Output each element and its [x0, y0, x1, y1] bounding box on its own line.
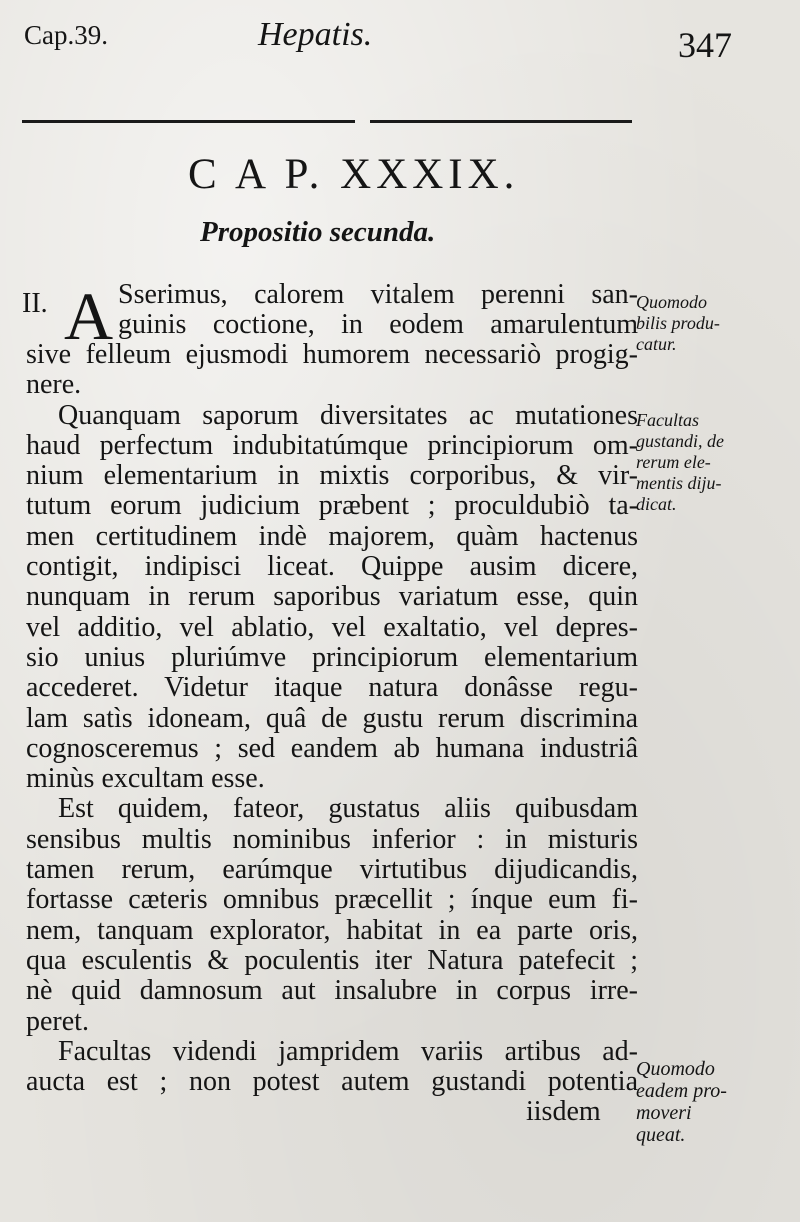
text-line: cognosceremus ; sed eandem ab humana industriâ — [26, 733, 638, 764]
drop-cap: A — [64, 278, 114, 354]
text-line: haud perfectum indubitatúmque principiorum om- — [26, 430, 638, 461]
chapter-reference: Cap.39. — [24, 20, 108, 50]
text-line: contigit, indipisci liceat. Quippe ausim dicere, — [26, 552, 638, 583]
text-line: Quanquam saporum diversitates ac mutationes — [58, 400, 638, 431]
text-line: tutum eorum judicium præbent ; proculdubiò ta- — [26, 491, 638, 522]
text-line: vel additio, vel ablatio, vel exaltatio, vel depres- — [26, 612, 638, 643]
text-line: Est quidem, fateor, gustatus aliis quibusdam — [58, 794, 638, 825]
text-line: nunquam in rerum saporibus variatum esse, quin — [26, 582, 638, 613]
text-line: nè quid damnosum aut insalubre in corpus irre- — [26, 976, 638, 1007]
text-line: nere. — [26, 370, 82, 401]
body-text — [26, 340, 638, 1128]
text-line: Sserimus, calorem vitalem perenni san- — [118, 280, 638, 310]
text-line: aucta est ; non potest autem gustandi potentia — [26, 1067, 638, 1098]
text-line: tamen rerum, earúmque virtutibus dijudicandis, — [26, 855, 638, 886]
text-line: qua esculentis & poculentis iter Natura patefecit ; — [26, 945, 638, 976]
text-line: lam satìs idoneam, quâ de gustu rerum discrimina — [26, 703, 638, 734]
page-number: 347 — [678, 25, 732, 65]
text-line: peret. — [26, 1006, 89, 1037]
margin-note: Quomodo eadem pro- moveri queat. — [636, 1058, 727, 1146]
paragraph-number: II. — [22, 288, 48, 319]
chapter-subtitle: Propositio secunda. — [200, 216, 436, 248]
text-line: sensibus multis nominibus inferior : in misturis — [26, 824, 638, 855]
text-line: fortasse cæteris omnibus præcellit ; ínque eum fi- — [26, 885, 638, 916]
header-rule-right — [370, 120, 632, 123]
paragraph-1-first-line-block — [118, 280, 638, 341]
running-title: Hepatis. — [258, 16, 373, 53]
text-line: sive felleum ejusmodi humorem necessariò progig- — [26, 340, 638, 370]
text-line: nem, tanquam explorator, habitat in ea parte oris, — [26, 915, 638, 946]
text-line: men certitudinem indè majorem, quàm hactenus — [26, 521, 638, 552]
catchword: iisdem — [526, 1097, 601, 1128]
text-line: accederet. Videtur itaque natura donâsse regu- — [26, 673, 638, 704]
margin-note: Quomodo bilis produ- catur. — [636, 292, 720, 354]
text-line: sio unius pluriúmve principiorum elementarium — [26, 642, 638, 673]
text-line: minùs excultam esse. — [26, 764, 265, 795]
margin-note: Facultas gustandi, de rerum ele- mentis diju- dicat. — [636, 410, 724, 514]
chapter-title: C A P. XXXIX. — [188, 151, 520, 198]
header-rule-left — [22, 120, 355, 123]
text-line: Facultas videndi jampridem variis artibus ad- — [58, 1036, 638, 1067]
text-line: guinis coctione, in eodem amarulentum — [118, 310, 638, 341]
text-line: nium elementarium in mixtis corporibus, & vir- — [26, 461, 638, 492]
